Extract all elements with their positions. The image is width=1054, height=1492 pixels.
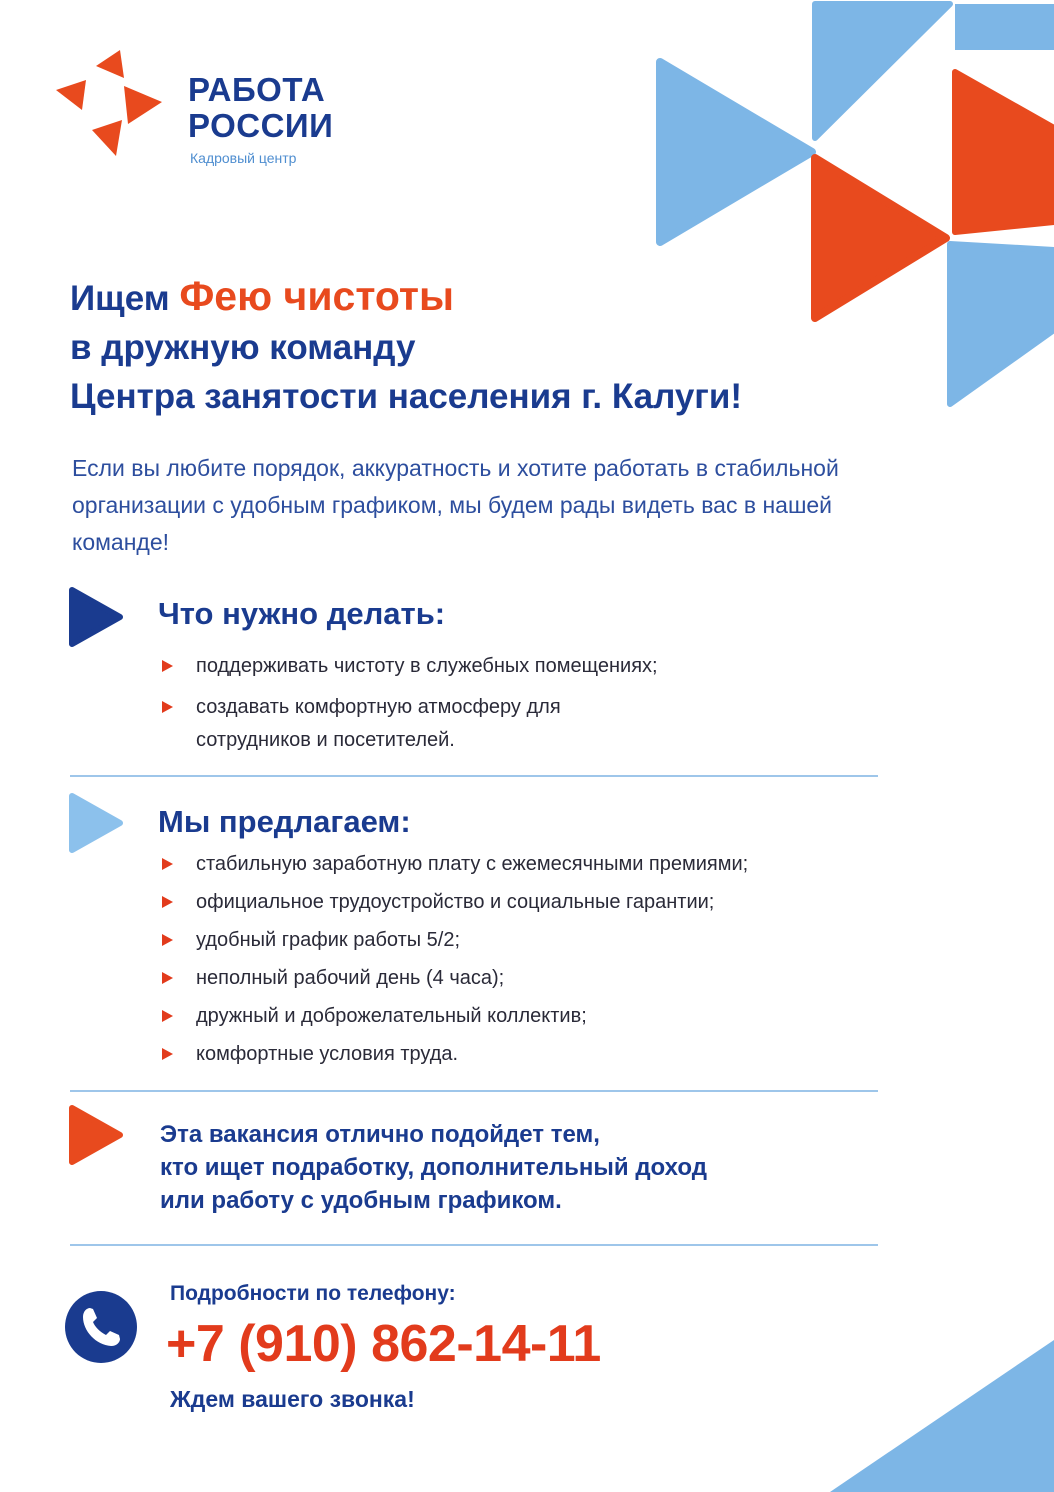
divider	[70, 1090, 878, 1092]
intro-text: Если вы любите порядок, аккуратность и хотите работать в стабильной организации с удобным графиком, мы будем рады видеть вас в нашей команде!	[72, 455, 839, 555]
offer-list	[162, 848, 942, 1071]
bullet-arrow-icon	[162, 934, 173, 946]
page-title	[70, 272, 742, 421]
section-arrow-icon-lightblue	[68, 792, 126, 854]
logo-title-line1: РАБОТА	[188, 71, 326, 108]
note-line3: или работу с удобным графиком.	[160, 1187, 562, 1214]
list-item: официальное трудоустройство и социальные гарантии;	[162, 886, 942, 919]
section-arrow-icon-orange	[68, 1104, 126, 1166]
bullet-arrow-icon	[162, 1048, 173, 1060]
contact-cta: Ждем вашего звонка!	[170, 1386, 415, 1412]
list-item: удобный график работы 5/2;	[162, 924, 942, 957]
bullet-arrow-icon	[162, 896, 173, 908]
logo-subtitle: Кадровый центр	[190, 150, 297, 166]
section-arrow-icon-navy	[68, 586, 126, 648]
list-item: комфортные условия труда.	[162, 1038, 942, 1071]
list-item: создавать комфортную атмосферу для сотрудников и посетителей.	[162, 691, 666, 757]
note-line2: кто ищет подработку, дополнительный доход	[160, 1154, 707, 1181]
logo-icon	[52, 44, 170, 166]
list-item: неполный рабочий день (4 часа);	[162, 962, 942, 995]
bullet-arrow-icon	[162, 858, 173, 870]
duties-title: Что нужно делать:	[158, 596, 446, 631]
headline-prefix: Ищем	[70, 279, 180, 318]
headline-accent: Фею чистоты	[179, 273, 454, 319]
bullet-arrow-icon	[162, 1010, 173, 1022]
list-item: поддерживать чистоту в служебных помещениях;	[162, 650, 882, 683]
vacancy-note	[160, 1118, 707, 1217]
phone-number[interactable]: +7 (910) 862-14-11	[166, 1315, 601, 1373]
bullet-arrow-icon	[162, 972, 173, 984]
list-item: стабильную заработную плату с ежемесячными премиями;	[162, 848, 942, 881]
note-line1: Эта вакансия отлично подойдет тем,	[160, 1121, 600, 1148]
divider	[70, 775, 878, 777]
logo-title-line2: РОССИИ	[188, 107, 334, 144]
contact-label: Подробности по телефону:	[170, 1282, 456, 1305]
list-item: дружный и доброжелательный коллектив;	[162, 1000, 942, 1033]
duties-list	[162, 650, 882, 757]
divider	[70, 1244, 878, 1246]
offer-title: Мы предлагаем:	[158, 804, 411, 839]
bullet-arrow-icon	[162, 660, 173, 672]
headline-line2: в дружную команду	[70, 328, 416, 367]
headline-line3: Центра занятости населения г. Калуги!	[70, 377, 743, 416]
bullet-arrow-icon	[162, 701, 173, 713]
phone-icon	[64, 1290, 138, 1364]
